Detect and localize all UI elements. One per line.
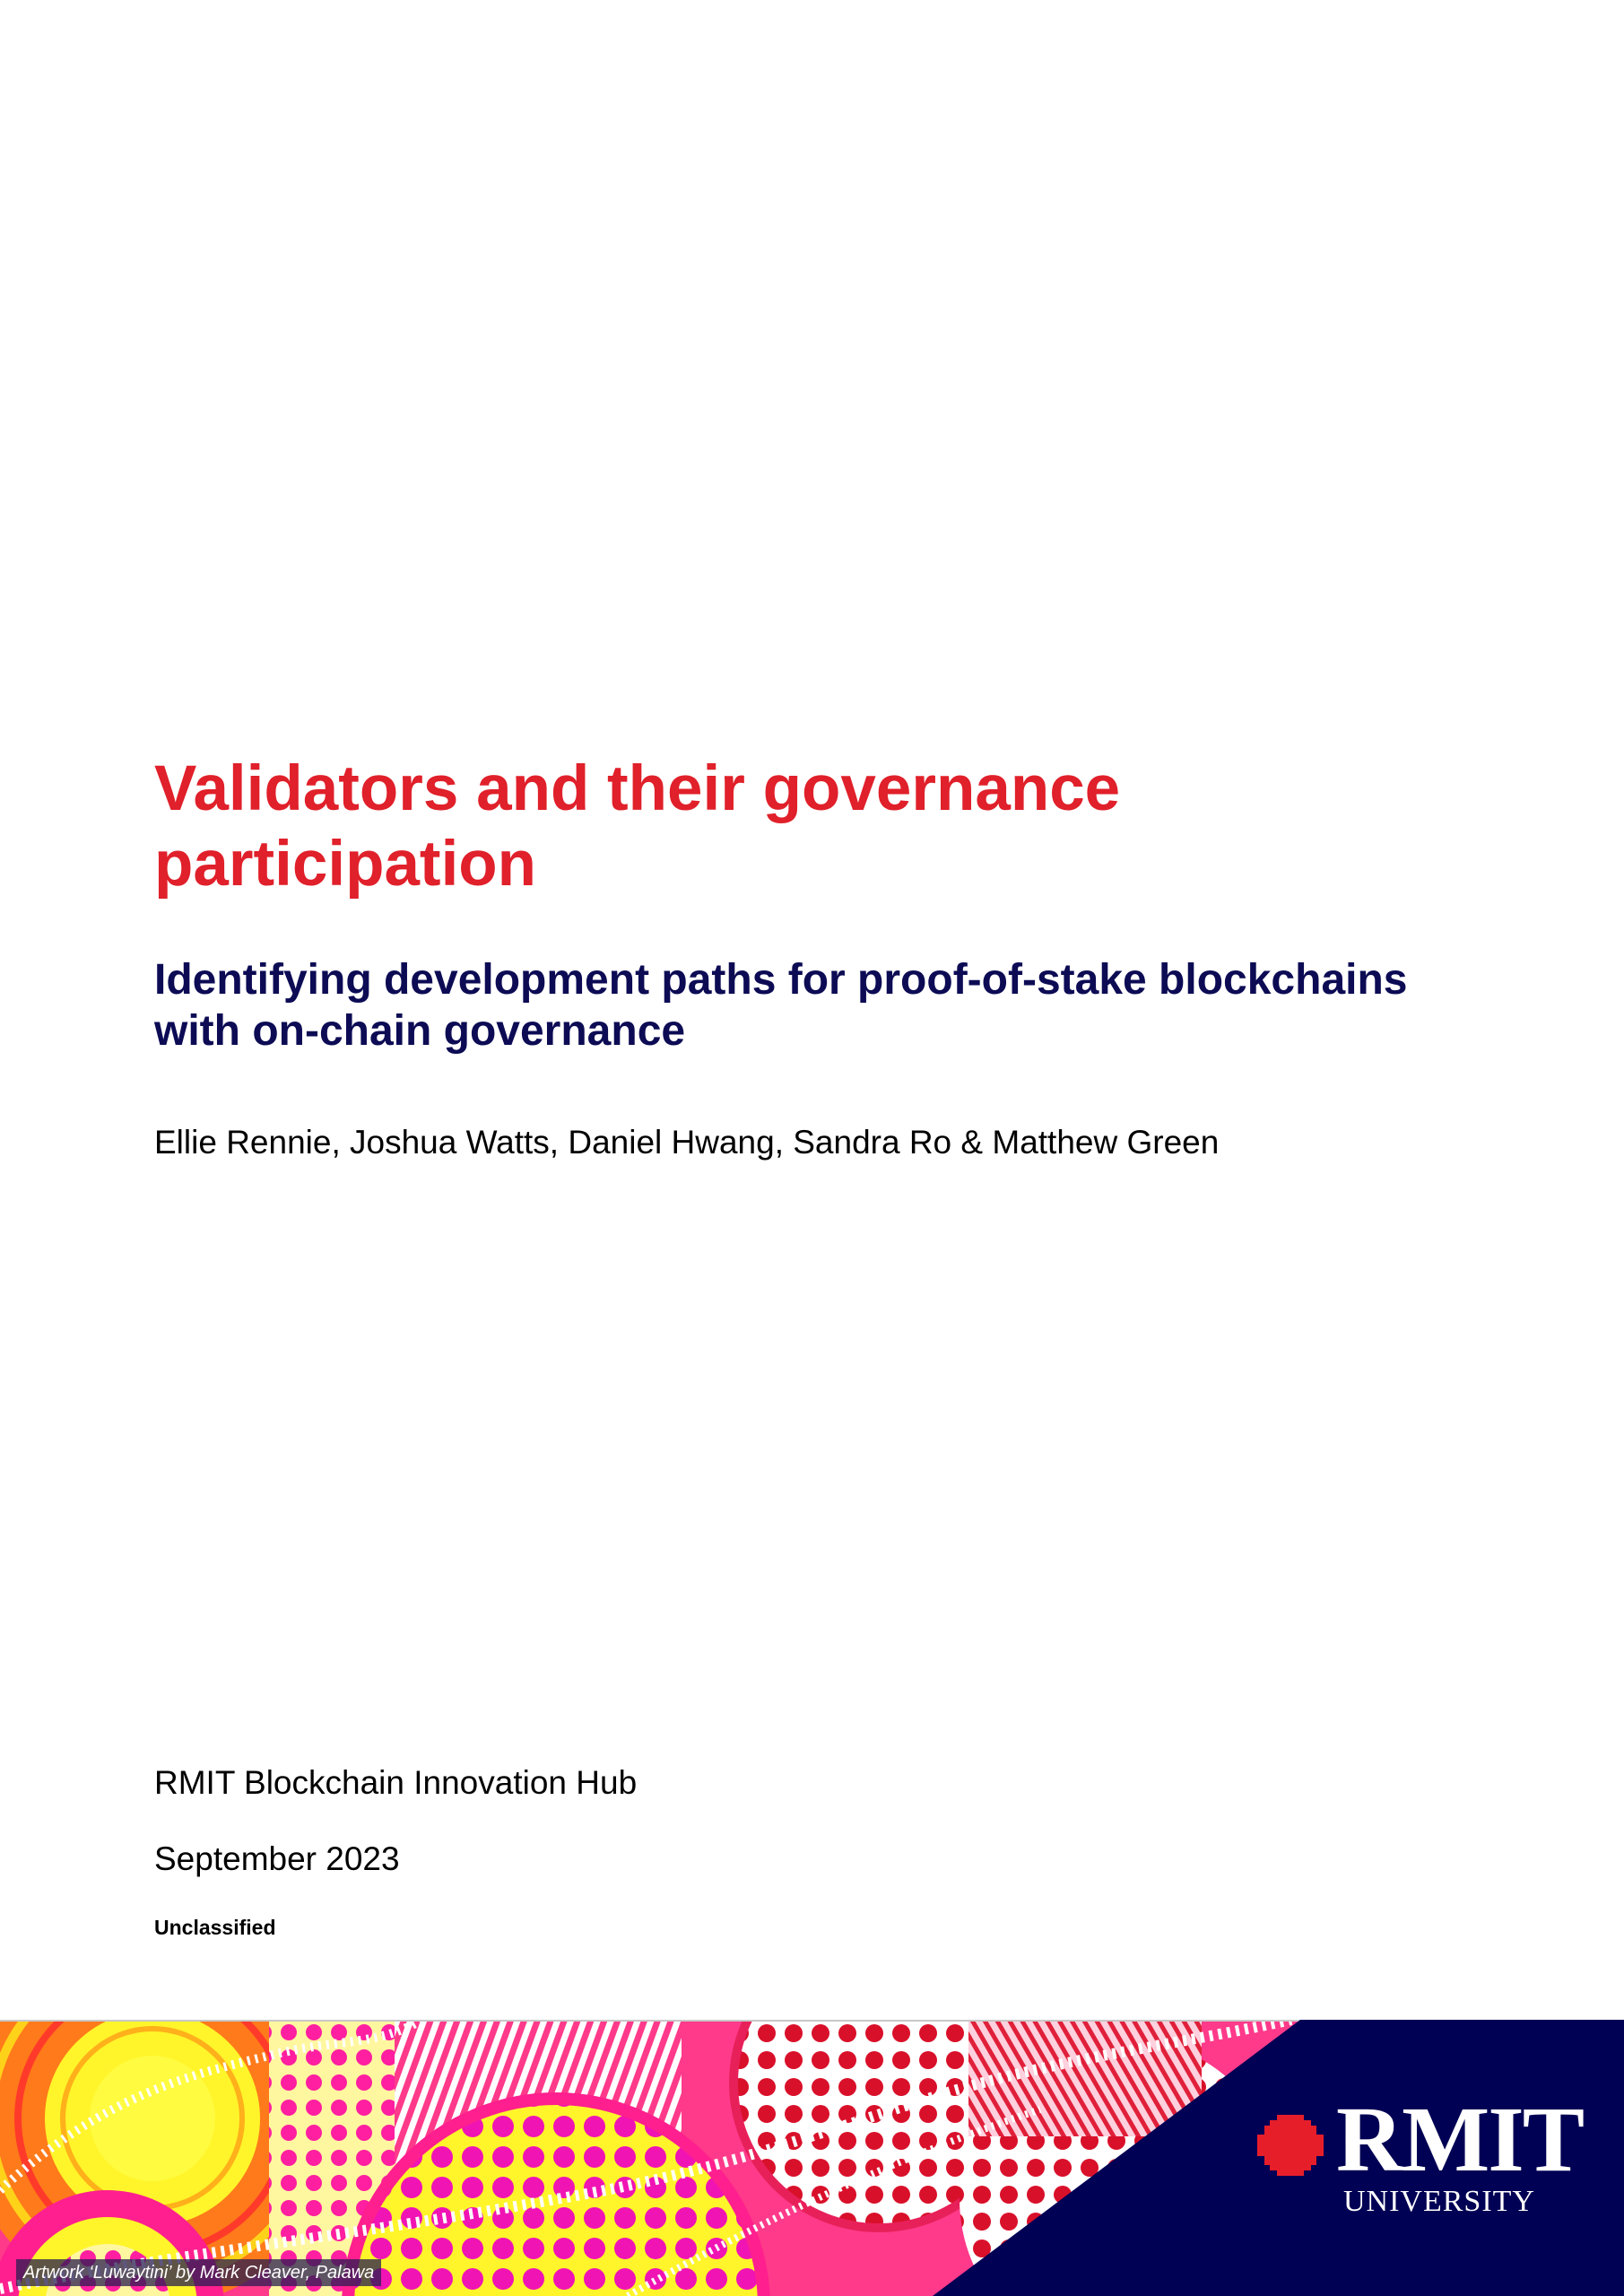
document-date: September 2023	[154, 1840, 400, 1877]
logo-subtext: UNIVERSITY	[1343, 2185, 1535, 2218]
logo-wordmark: RMIT	[1336, 2088, 1584, 2191]
rmit-university-logo	[1246, 2088, 1584, 2224]
document-organization: RMIT Blockchain Innovation Hub	[154, 1764, 638, 1801]
document-authors: Ellie Rennie, Joshua Watts, Daniel Hwang, Sandra Ro & Matthew Green	[154, 1124, 1220, 1161]
artwork-credit: Artwork ‘Luwaytini’ by Mark Cleaver, Palawa	[16, 2259, 381, 2286]
rmit-pixel-mark-icon	[1252, 2109, 1329, 2181]
classification-label: Unclassified	[154, 1916, 276, 1939]
document-subtitle: Identifying development paths for proof-of-stake blockchains with on-chain governance	[154, 956, 1408, 1055]
document-title: Validators and their governance participation	[154, 753, 1121, 900]
